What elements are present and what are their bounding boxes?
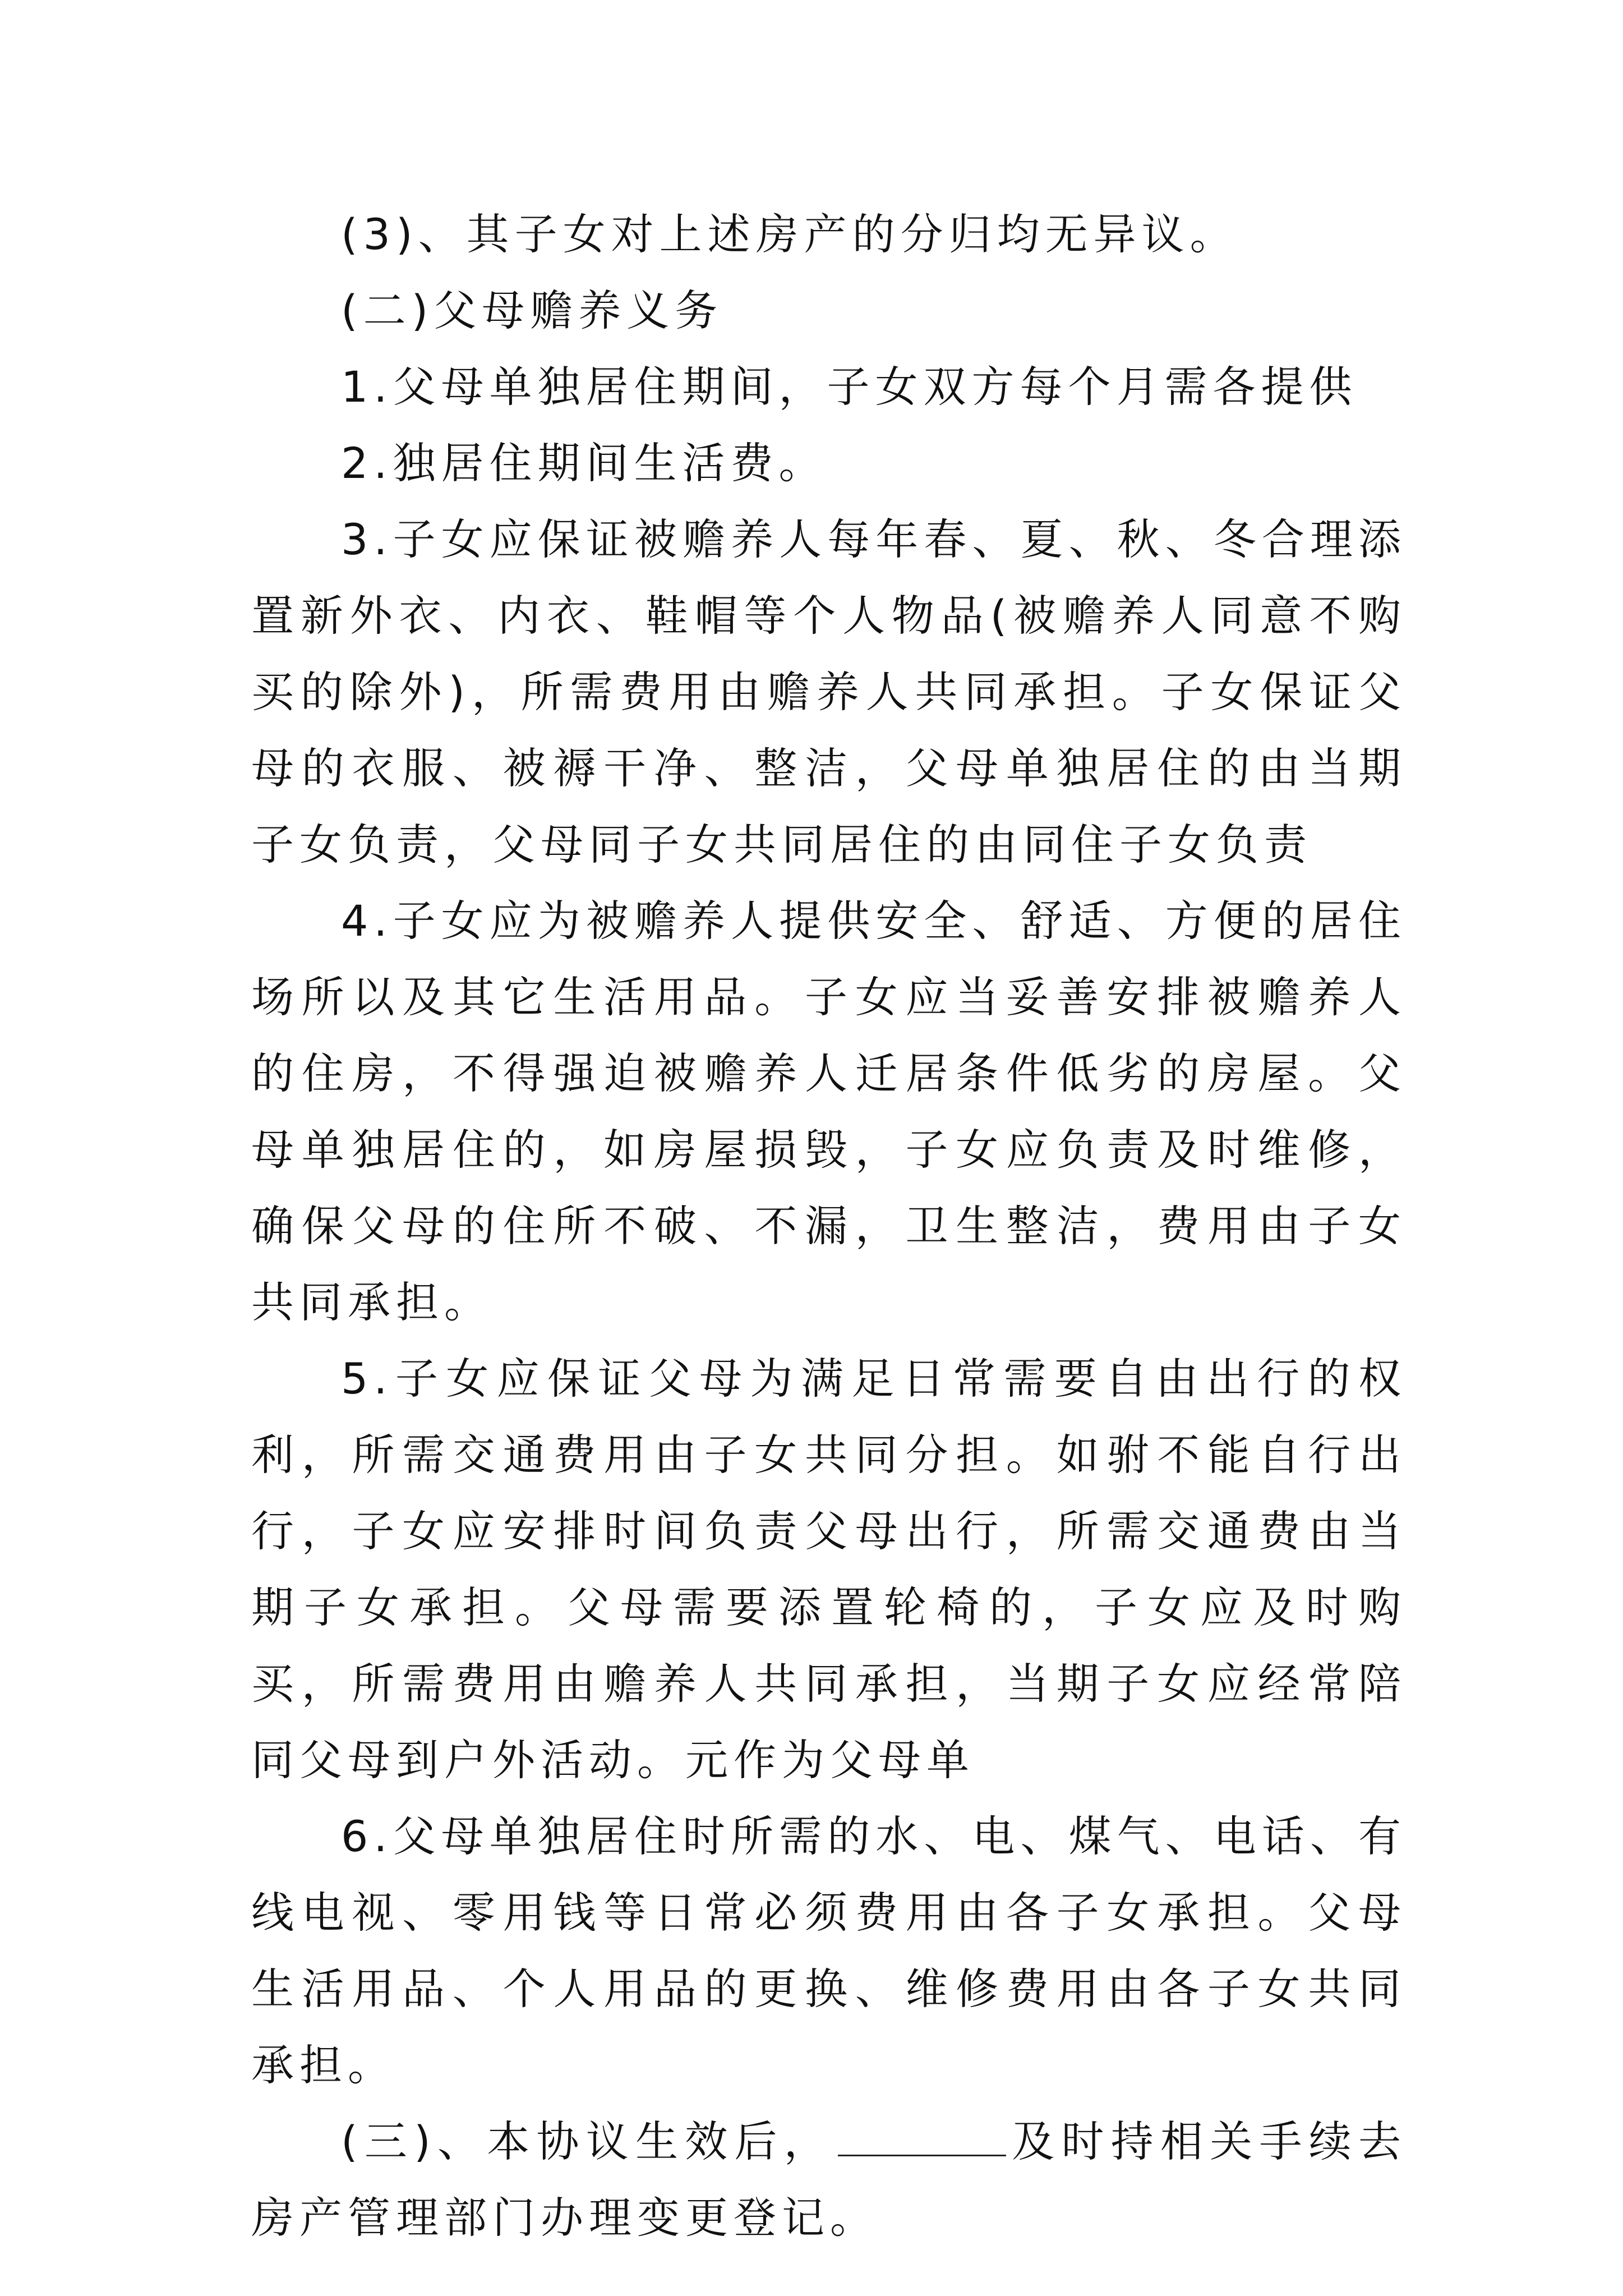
registration-text-after-blank: 及时持相关手续去房产管理部门办理变更登记。: [251, 2116, 1407, 2243]
paragraph-property-no-objection: (3)、其子女对上述房产的分归均无异议。: [341, 209, 1238, 259]
clause-1: 1.父母单独居住期间，子女双方每个月需各提供: [341, 362, 1358, 412]
paragraph-registration: [251, 2104, 1407, 2256]
clause-6: 6.父母单独居住时所需的水、电、煤气、电话、有线电视、零用钱等日常必须费用由各子女承担。父母生活用品、个人用品的更换、维修费用由各子女共同承担。: [251, 1811, 1407, 2090]
fill-in-blank: [838, 2115, 1006, 2156]
clause-3: 3.子女应保证被赡养人每年春、夏、秋、冬合理添置新外衣、内衣、鞋帽等个人物品(被赡养人同意不购买的除外)，所需费用由赡养人共同承担。子女保证父母的衣服、被褥干净、整洁，父母单独居住的由当期子女负责，父母同子女共同居住的由同住子女负责: [251, 514, 1407, 869]
registration-text-before-blank: (三)、本协议生效后，: [341, 2116, 834, 2166]
document-body: [251, 196, 1407, 2256]
clause-4: 4.子女应为被赡养人提供安全、舒适、方便的居住场所以及其它生活用品。子女应当妥善安排被赡养人的住房，不得强迫被赡养人迁居条件低劣的房屋。父母单独居住的，如房屋损毁，子女应负责及时维修，确保父母的住所不破、不漏，卫生整洁，费用由子女共同承担。: [251, 896, 1407, 1327]
heading-parent-support-obligations: (二)父母赡养义务: [341, 286, 723, 335]
clause-2: 2.独居住期间生活费。: [341, 438, 827, 488]
clause-5: 5.子女应保证父母为满足日常需要自由出行的权利，所需交通费用由子女共同分担。如驸不能自行出行，子女应安排时间负责父母出行，所需交通费由当期子女承担。父母需要添置轮椅的，子女应及时购买，所需费用由赡养人共同承担，当期子女应经常陪同父母到户外活动。元作为父母单: [251, 1354, 1407, 1785]
